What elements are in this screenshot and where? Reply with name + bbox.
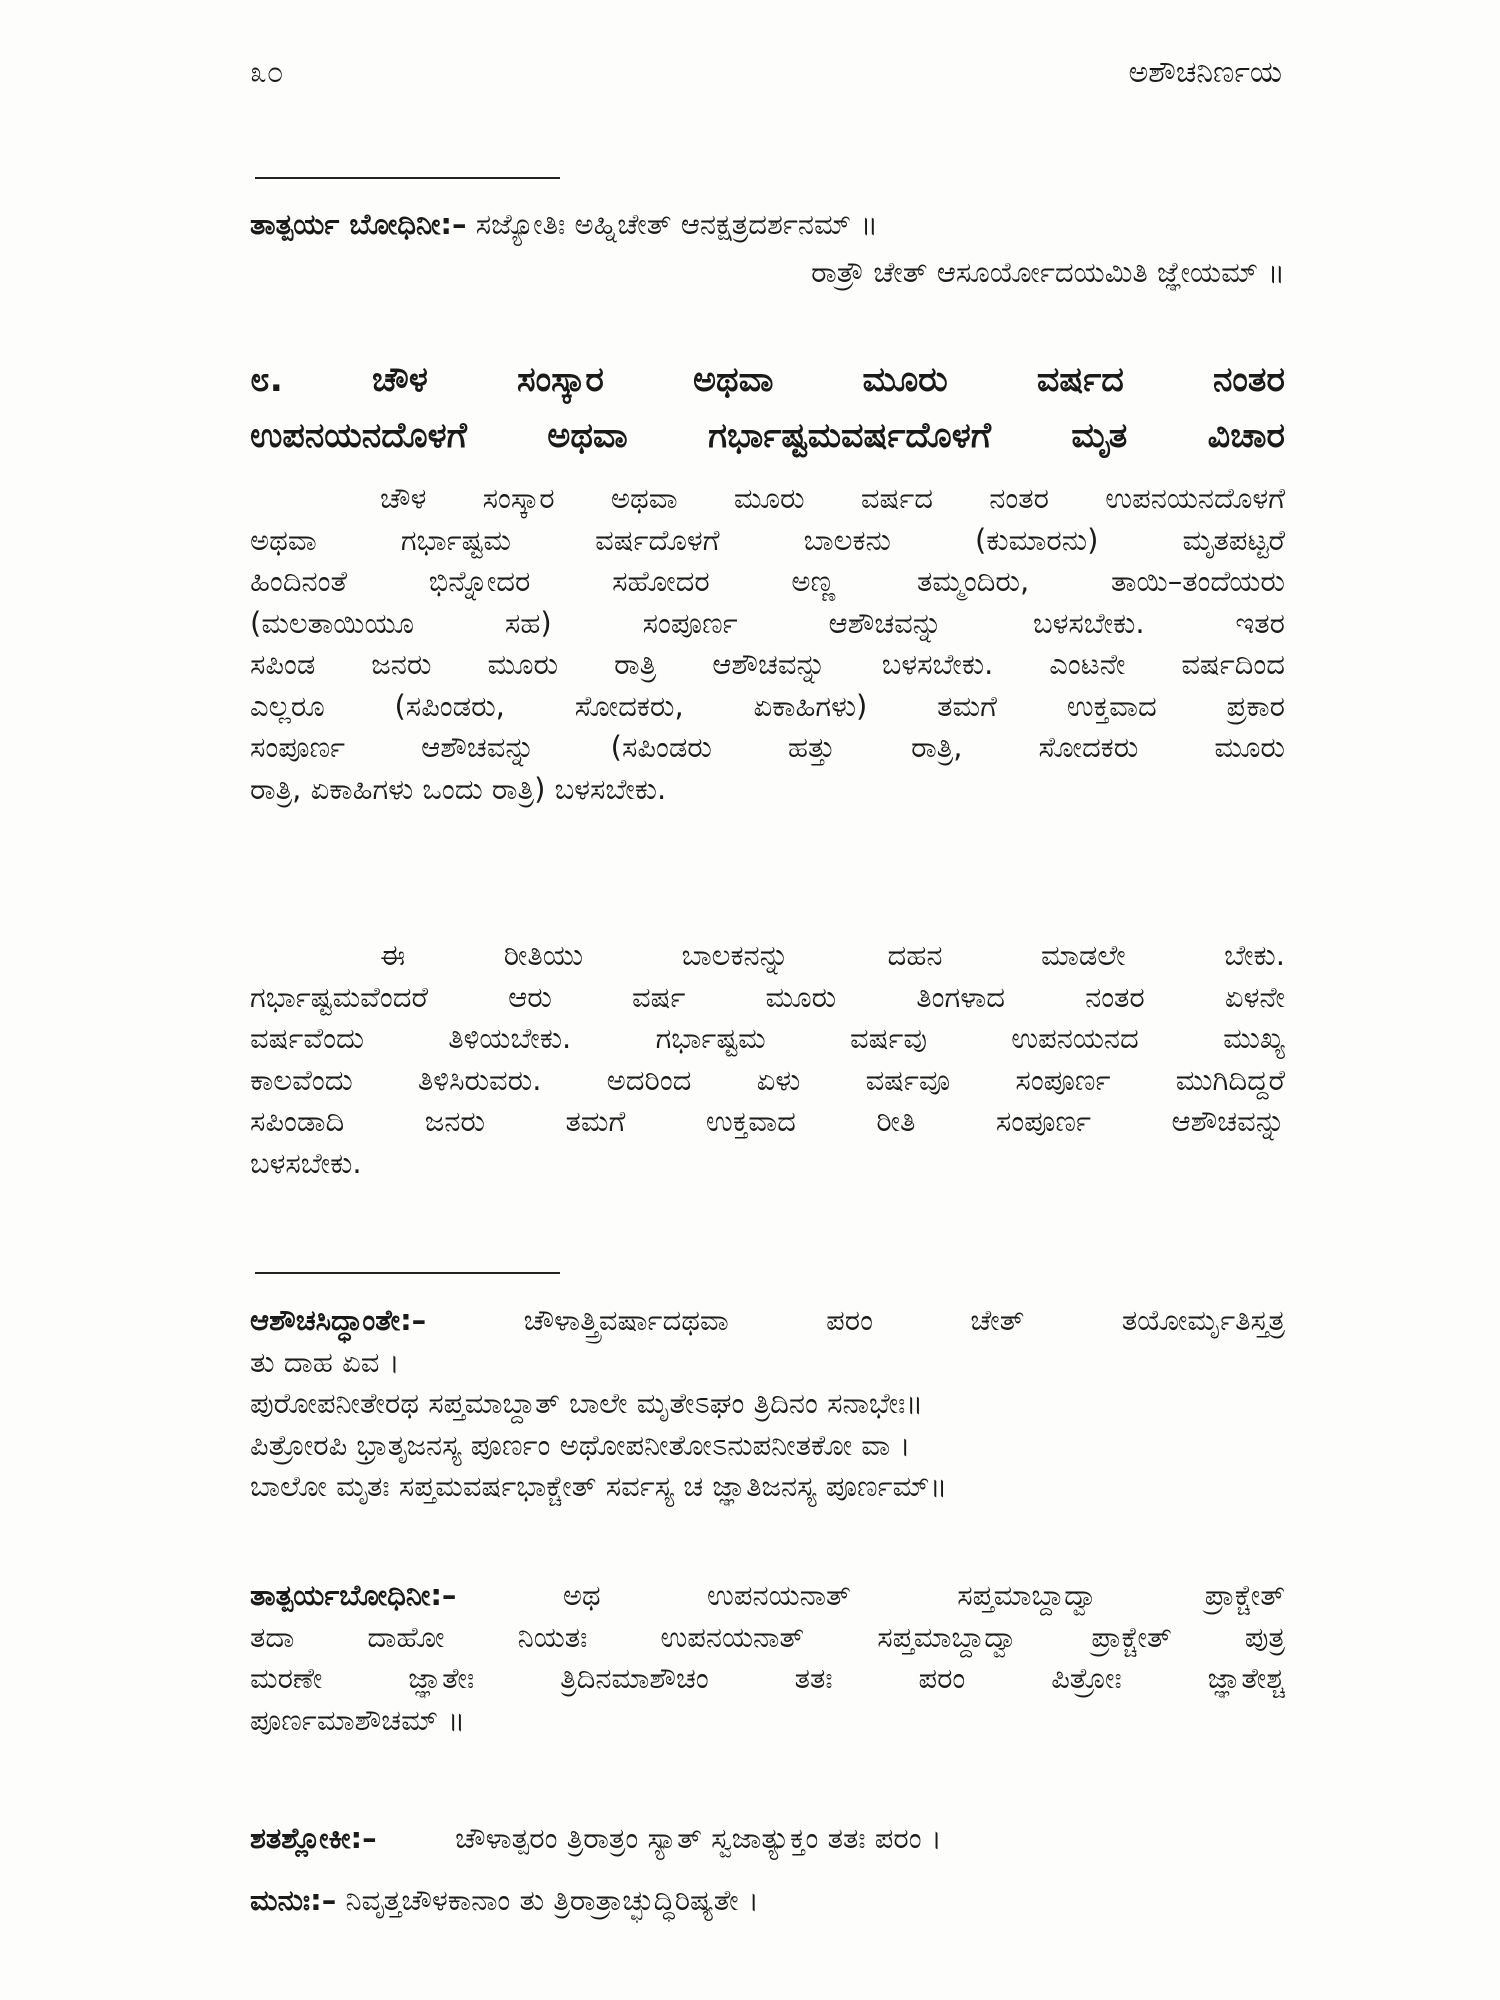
ashaucha-siddhanta — [250, 1300, 1285, 1508]
manu-label: ಮನುಃ:– — [250, 1883, 337, 1917]
paragraph-line: ಈ ರೀತಿಯು ಬಾಲಕನನ್ನು ದಹನ ಮಾಡಲೇ ಬೇಕು. — [380, 938, 1285, 972]
paragraph-line: ಕಾಲವೆಂದು ತಿಳಿಸಿರುವರು. ಅದರಿಂದ ಏಳು ವರ್ಷವೂ ಸಂಪೂರ್ಣ ಮುಗಿದಿದ್ದರೆ — [250, 1062, 1285, 1097]
tatparya-label: ತಾತ್ಪರ್ಯ ಬೋಧಿನೀ:– — [250, 207, 467, 241]
verse-line: ಪೂರ್ಣಮಾಶೌಚಮ್ ॥ — [250, 1702, 466, 1737]
manu-quote — [250, 1880, 1285, 1922]
page-number: ೩೦ — [250, 55, 284, 90]
heading-line: ಉಪನಯನದೊಳಗೆ ಅಥವಾ ಗರ್ಭಾಷ್ಟಮವರ್ಷದೊಳಗೆ ಮೃತ ವಿಚಾರ — [250, 416, 1285, 456]
paragraph-2 — [250, 935, 1285, 1184]
verse-line: ಅಥ ಉಪನಯನಾತ್ ಸಪ್ತಮಾಬ್ದಾದ್ವಾ ಪ್ರಾಕ್ಚೇತ್ — [562, 1578, 1285, 1612]
paragraph-1 — [250, 478, 1285, 810]
ashaucha-siddhanta-label: ಆಶೌಚಸಿದ್ಧಾಂತೇ:– — [250, 1303, 427, 1337]
verse-line: ಪುರೋಪನೀತೇರಥ ಸಪ್ತಮಾಬ್ದಾತ್ ಬಾಲೇ ಮೃತೇಽಘಂ ತ್ರಿದಿನಂ ಸನಾಭೇಃ॥ — [250, 1386, 924, 1420]
paragraph-line: ಅಥವಾ ಗರ್ಭಾಷ್ಟಮ ವರ್ಷದೊಳಗೆ ಬಾಲಕನು (ಕುಮಾರನು) ಮೃತಪಟ್ಟರೆ — [250, 522, 1285, 557]
paragraph-line: ವರ್ಷವೆಂದು ತಿಳಿಯಬೇಕು. ಗರ್ಭಾಷ್ಟಮ ವರ್ಷವು ಉಪನಯನದ ಮುಖ್ಯ — [250, 1021, 1285, 1055]
heading-line: ೮. ಚೌಳ ಸಂಸ್ಕಾರ ಅಥವಾ ಮೂರು ವರ್ಷದ ನಂತರ — [250, 360, 1285, 400]
tatparya-bodhini-bottom — [250, 1575, 1285, 1741]
verse-line: ರಾತ್ರೌ ಚೇತ್ ಆಸೂರ್ಯೋದಯಮಿತಿ ಜ್ಞೇಯಮ್ ॥ — [811, 255, 1285, 289]
verse-line: ಬಾಲೋ ಮೃತಃ ಸಪ್ತಮವರ್ಷಭಾಕ್ಚೇತ್ ಸರ್ವಸ್ಯ ಚ ಜ್ಞಾತಿಜನಸ್ಯ ಪೂರ್ಣಮ್॥ — [250, 1469, 948, 1503]
paragraph-line: ಹಿಂದಿನಂತೆ ಭಿನ್ನೋದರ ಸಹೋದರ ಅಣ್ಣ ತಮ್ಮಂದಿರು, ತಾಯಿ–ತಂದೆಯರು — [250, 564, 1285, 598]
paragraph-line: ಎಲ್ಲರೂ (ಸಪಿಂಡರು, ಸೋದಕರು, ಏಕಾಹಿಗಳು) ತಮಗೆ ಉಕ್ತವಾದ ಪ್ರಕಾರ — [250, 688, 1285, 723]
verse-line: ಚೌಳಾತ್ಪರಂ ತ್ರಿರಾತ್ರಂ ಸ್ಯಾತ್ ಸ್ವಜಾತ್ಯುಕ್ತಂ ತತಃ ಪರಂ । — [455, 1821, 942, 1855]
paragraph-line: ಸಪಿಂಡಾದಿ ಜನರು ತಮಗೆ ಉಕ್ತವಾದ ರೀತಿ ಸಂಪೂರ್ಣ ಆಶೌಚವನ್ನು — [250, 1104, 1285, 1138]
tatparya-label: ತಾತ್ಪರ್ಯಬೋಧಿನೀ:– — [250, 1578, 457, 1612]
paragraph-line: ಸಪಿಂಡ ಜನರು ಮೂರು ರಾತ್ರಿ ಆಶೌಚವನ್ನು ಬಳಸಬೇಕು. ಎಂಟನೇ ವರ್ಷದಿಂದ — [250, 647, 1285, 681]
verse-line: ತು ದಾಹ ಏವ । — [250, 1344, 400, 1379]
footnote-divider — [255, 177, 560, 179]
verse-line: ತದಾ ದಾಹೋ ನಿಯತಃ ಉಪನಯನಾತ್ ಸಪ್ತಮಾಬ್ದಾದ್ವಾ ಪ್ರಾಕ್ಚೇತ್ ಪುತ್ರ — [250, 1619, 1285, 1654]
verse-line: ಚೌಳಾತ್ತ್ರಿವರ್ಷಾದಥವಾ ಪರಂ ಚೇತ್ ತಯೋರ್ಮೃತಿಸ್ತತ್ರ — [523, 1303, 1285, 1337]
shatashloki-quote — [250, 1818, 1285, 1860]
paragraph-line: (ಮಲತಾಯಿಯೂ ಸಹ) ಸಂಪೂರ್ಣ ಆಶೌಚವನ್ನು ಬಳಸಬೇಕು. ಇತರ — [250, 605, 1285, 640]
paragraph-line: ಚೌಳ ಸಂಸ್ಕಾರ ಅಥವಾ ಮೂರು ವರ್ಷದ ನಂತರ ಉಪನಯನದೊಳಗೆ — [380, 481, 1285, 515]
footnote-divider — [255, 1272, 560, 1274]
tatparya-bodhini-top — [250, 200, 1285, 296]
verse-line: ಸಜ್ಯೋತಿಃ ಅಹ್ನಿಚೇತ್ ಆನಕ್ಷತ್ರದರ್ಶನಮ್ ॥ — [475, 207, 878, 241]
paragraph-line: ಬಳಸಬೇಕು. — [250, 1145, 362, 1180]
paragraph-line: ಗರ್ಭಾಷ್ಟಮವೆಂದರೆ ಆರು ವರ್ಷ ಮೂರು ತಿಂಗಳಾದ ನಂತರ ಏಳನೇ — [250, 979, 1285, 1014]
paragraph-line: ರಾತ್ರಿ, ಏಕಾಹಿಗಳು ಒಂದು ರಾತ್ರಿ) ಬಳಸಬೇಕು. — [250, 771, 667, 806]
verse-line: ಪಿತ್ರೋರಪಿ ಭ್ರಾತೃಜನಸ್ಯ ಪೂರ್ಣಂ ಅಥೋಪನೀತೋಽನುಪನೀತಕೋ ವಾ । — [250, 1427, 911, 1462]
section-heading — [250, 352, 1285, 464]
running-title: ಅಶೌಚನಿರ್ಣಯ — [1128, 55, 1282, 90]
verse-line: ನಿವೃತ್ತಚೌಳಕಾನಾಂ ತು ತ್ರಿರಾತ್ರಾಚ್ಛುದ್ಧಿರಿಷ್ಯತೇ । — [345, 1883, 759, 1917]
paragraph-line: ಸಂಪೂರ್ಣ ಆಶೌಚವನ್ನು (ಸಪಿಂಡರು ಹತ್ತು ರಾತ್ರಿ, ಸೋದಕರು ಮೂರು — [250, 730, 1285, 764]
shatashloki-label: ಶತಶ್ಲೋಕೀ:– — [250, 1821, 377, 1855]
verse-line: ಮರಣೇ ಜ್ಞಾತೇಃ ತ್ರಿದಿನಮಾಶೌಚಂ ತತಃ ಪರಂ ಪಿತ್ರೋಃ ಜ್ಞಾತೇಶ್ಚ — [250, 1661, 1285, 1695]
